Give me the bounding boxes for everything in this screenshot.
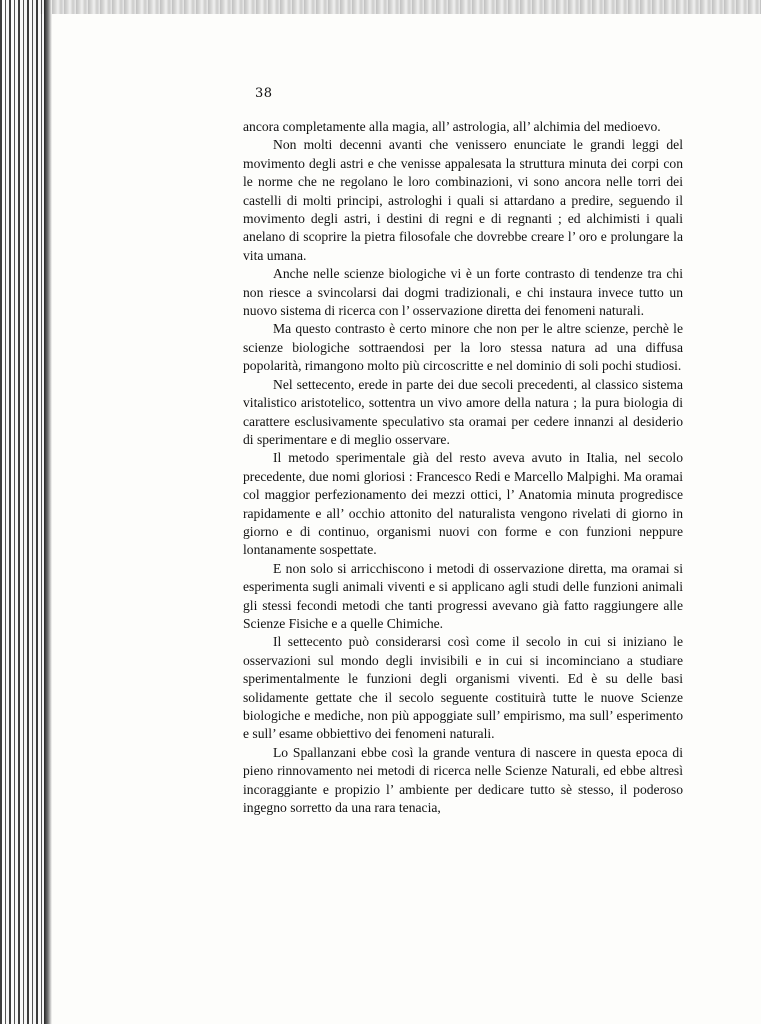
paragraph: Ma questo contrasto è certo minore che non per le altre scienze, perchè le scienze biologiche sottraendosi per la loro stessa natura ad una diffusa popolarità, rimangono molto più circoscritte e nel dominio di soli pochi studiosi. [243,321,683,374]
paragraph: Il settecento può considerarsi così come il secolo in cui si iniziano le osservazioni sul mondo degli invisibili e in cui si incominciano a studiare sperimentalmente le funzioni degli organismi viventi. Ed è su delle basi solidamente gettate che il secolo seguente costituirà tutte le nuove Scienze biologiche e mediche, non più appoggiate sull’ empirismo, ma sull’ esperimento e sull’ esame obbiettivo dei fenomeni naturali. [243,634,683,742]
paragraph: Il metodo sperimentale già del resto aveva avuto in Italia, nel secolo precedente, due nomi gloriosi : Francesco Redi e Marcello Malpighi. Ma oramai col maggior perfezionamento dei mezzi ottici, l’ Anatomia minuta progredisce rapidamente e all’ occhio attonito del naturalista vengono rivelati di giorno in giorno e di continuo, organismi nuovi con forme e con funzioni neppure lontanamente sospettate. [243,450,683,558]
page-top-edge [40,0,761,14]
paragraph: Nel settecento, erede in parte dei due secoli precedenti, al classico sistema vitalistico aristotelico, sottentra un vivo amore della natura ; la pura biologia di carattere esclusivamente speculativo sta oramai per cedere innanzi al desiderio di sperimentare e di meglio osservare. [243,376,683,447]
paragraph: Non molti decenni avanti che venissero enunciate le grandi leggi del movimento degli astri e che venisse appalesata la struttura minuta dei corpi con le norme che ne regolano le loro combinazioni, vi sono ancora nelle torri dei castelli di molti principi, astrologhi i quali si attardano a predire, seguendo il movimento degli astri, i destini di regni e di regnanti ; ed alchimisti i quali anelano di scoprire la pietra filosofale che dovrebbe creare l’ oro e prolungare la vita umana. [243,137,683,263]
paragraph: ancora completamente alla magia, all’ astrologia, all’ alchimia del medioevo. [243,119,661,134]
spine-shadow [44,0,52,1024]
paragraph: Anche nelle scienze biologiche vi è un forte contrasto di tendenze tra chi non riesce a svincolarsi dai dogmi tradizionali, e chi instaura invece tutto un nuovo sistema di ricerca con l’ osservazione diretta dei fenomeni naturali. [243,266,683,319]
paragraph: E non solo si arricchiscono i metodi di osservazione diretta, ma oramai si esperimenta sugli animali viventi e si applicano agli studi delle funzioni animali gli stessi fecondi metodi che tanti progressi avevano già fatto raggiungere alle Scienze Fisiche e a quelle Chimiche. [243,560,683,631]
body-text [243,118,683,817]
paragraph: Lo Spallanzani ebbe così la grande ventura di nascere in questa epoca di pieno rinnovamento nei metodi di ricerca nelle Scienze Naturali, ed ebbe altresì incoraggiante e propizio l’ ambiente per dedicare tutto sè stesso, il poderoso ingegno sorretto da una rara tenacia, [243,744,683,816]
page-number: 38 [255,86,273,101]
